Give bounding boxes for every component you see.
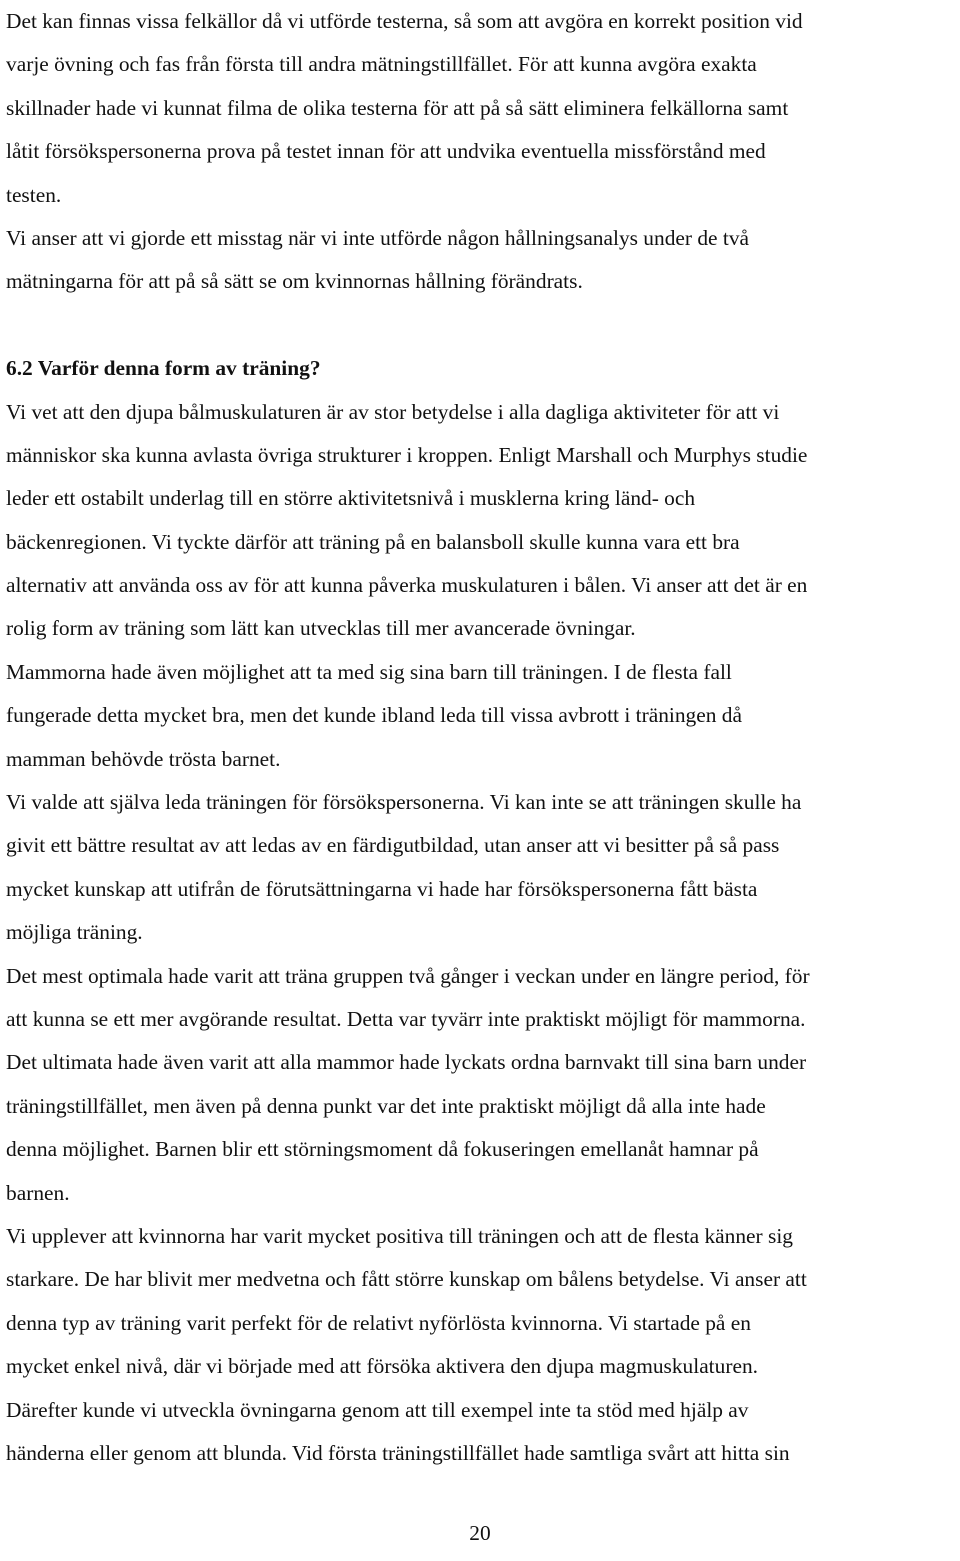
text-line: starkare. De har blivit mer medvetna och fått större kunskap om bålens betydelse. Vi anser att: [6, 1267, 807, 1292]
text-line: givit ett bättre resultat av att ledas av en färdigutbildad, utan anser att vi besitter på så pass: [6, 833, 780, 858]
text-line: människor ska kunna avlasta övriga strukturer i kroppen. Enligt Marshall och Murphys studie: [6, 442, 808, 467]
paragraph-deep-core-muscles: [6, 391, 956, 651]
document-page: [6, 0, 956, 1475]
text-line: låtit försökspersonerna prova på testet innan för att undvika eventuella missförstånd med: [6, 139, 766, 164]
text-line: att kunna se ett mer avgörande resultat. Detta var tyvärr inte praktiskt möjligt för mammorna.: [6, 1006, 806, 1031]
paragraph-optimal-setup: [6, 955, 956, 1215]
text-line: Vi anser att vi gjorde ett misstag när vi inte utförde någon hållningsanalys under de två: [6, 225, 750, 250]
text-line: rolig form av träning som lätt kan utvecklas till mer avancerade övningar.: [6, 616, 636, 641]
text-line: alternativ att använda oss av för att kunna påverka muskulaturen i bålen. Vi anser att det är en: [6, 573, 808, 598]
text-line: bäckenregionen. Vi tyckte därför att träning på en balansboll skulle kunna vara ett bra: [6, 529, 740, 554]
text-line: Vi vet att den djupa bålmuskulaturen är av stor betydelse i alla dagliga aktiviteter för att vi: [6, 399, 780, 424]
text-line: testen.: [6, 182, 62, 207]
text-line: leder ett ostabilt underlag till en större aktivitetsnivå i musklerna kring länd- och: [6, 486, 696, 511]
text-line: mycket enkel nivå, där vi började med att försöka aktivera den djupa magmuskulaturen.: [6, 1354, 758, 1379]
text-line: denna möjlighet. Barnen blir ett störningsmoment då fokuseringen emellanåt hamnar på: [6, 1137, 759, 1162]
text-line: Mammorna hade även möjlighet att ta med sig sina barn till träningen. I de flesta fall: [6, 659, 732, 684]
text-line: barnen.: [6, 1180, 70, 1205]
paragraph-leading-training: [6, 781, 956, 955]
text-line: mycket kunskap att utifrån de förutsättningarna vi hade har försökspersonerna fått bästa: [6, 876, 758, 901]
text-line: möjliga träning.: [6, 920, 143, 945]
section-heading: 6.2 Varför denna form av träning?: [6, 356, 321, 381]
blank-line: [6, 304, 956, 347]
paragraph-children-at-training: [6, 651, 956, 781]
text-line: fungerade detta mycket bra, men det kunde ibland leda till vissa avbrott i träningen då: [6, 703, 742, 728]
text-line: Därefter kunde vi utveckla övningarna genom att till exempel inte ta stöd med hjälp av: [6, 1397, 749, 1422]
text-line: mätningarna för att på så sätt se om kvinnornas hållning förändrats.: [6, 269, 583, 294]
text-line: Det mest optimala hade varit att träna gruppen två gånger i veckan under en längre period, för: [6, 963, 810, 988]
text-line: Det kan finnas vissa felkällor då vi utförde testerna, så som att avgöra en korrekt position vid: [6, 9, 803, 33]
text-line: Vi valde att själva leda träningen för försökspersonerna. Vi kan inte se att träningen skulle ha: [6, 790, 802, 815]
text-line: varje övning och fas från första till andra mätningstillfället. För att kunna avgöra exakta: [6, 52, 757, 77]
paragraph-error-sources: [6, 0, 956, 217]
paragraph-positive-experience: [6, 1215, 956, 1475]
paragraph-posture-analysis: [6, 217, 956, 304]
text-line: träningstillfället, men även på denna punkt var det inte praktiskt möjligt då alla inte hade: [6, 1093, 766, 1118]
text-line: mamman behövde trösta barnet.: [6, 746, 281, 771]
text-line: skillnader hade vi kunnat filma de olika testerna för att på så sätt eliminera felkällorna samt: [6, 95, 789, 120]
text-line: Det ultimata hade även varit att alla mammor hade lyckats ordna barnvakt till sina barn under: [6, 1050, 807, 1075]
page-number: 20: [469, 1521, 491, 1545]
text-line: Vi upplever att kvinnorna har varit mycket positiva till träningen och att de flesta känner sig: [6, 1223, 793, 1248]
text-line: denna typ av träning varit perfekt för de relativt nyförlösta kvinnorna. Vi startade på en: [6, 1310, 751, 1335]
text-line: händerna eller genom att blunda. Vid första träningstillfället hade samtliga svårt att hitta sin: [6, 1440, 790, 1465]
